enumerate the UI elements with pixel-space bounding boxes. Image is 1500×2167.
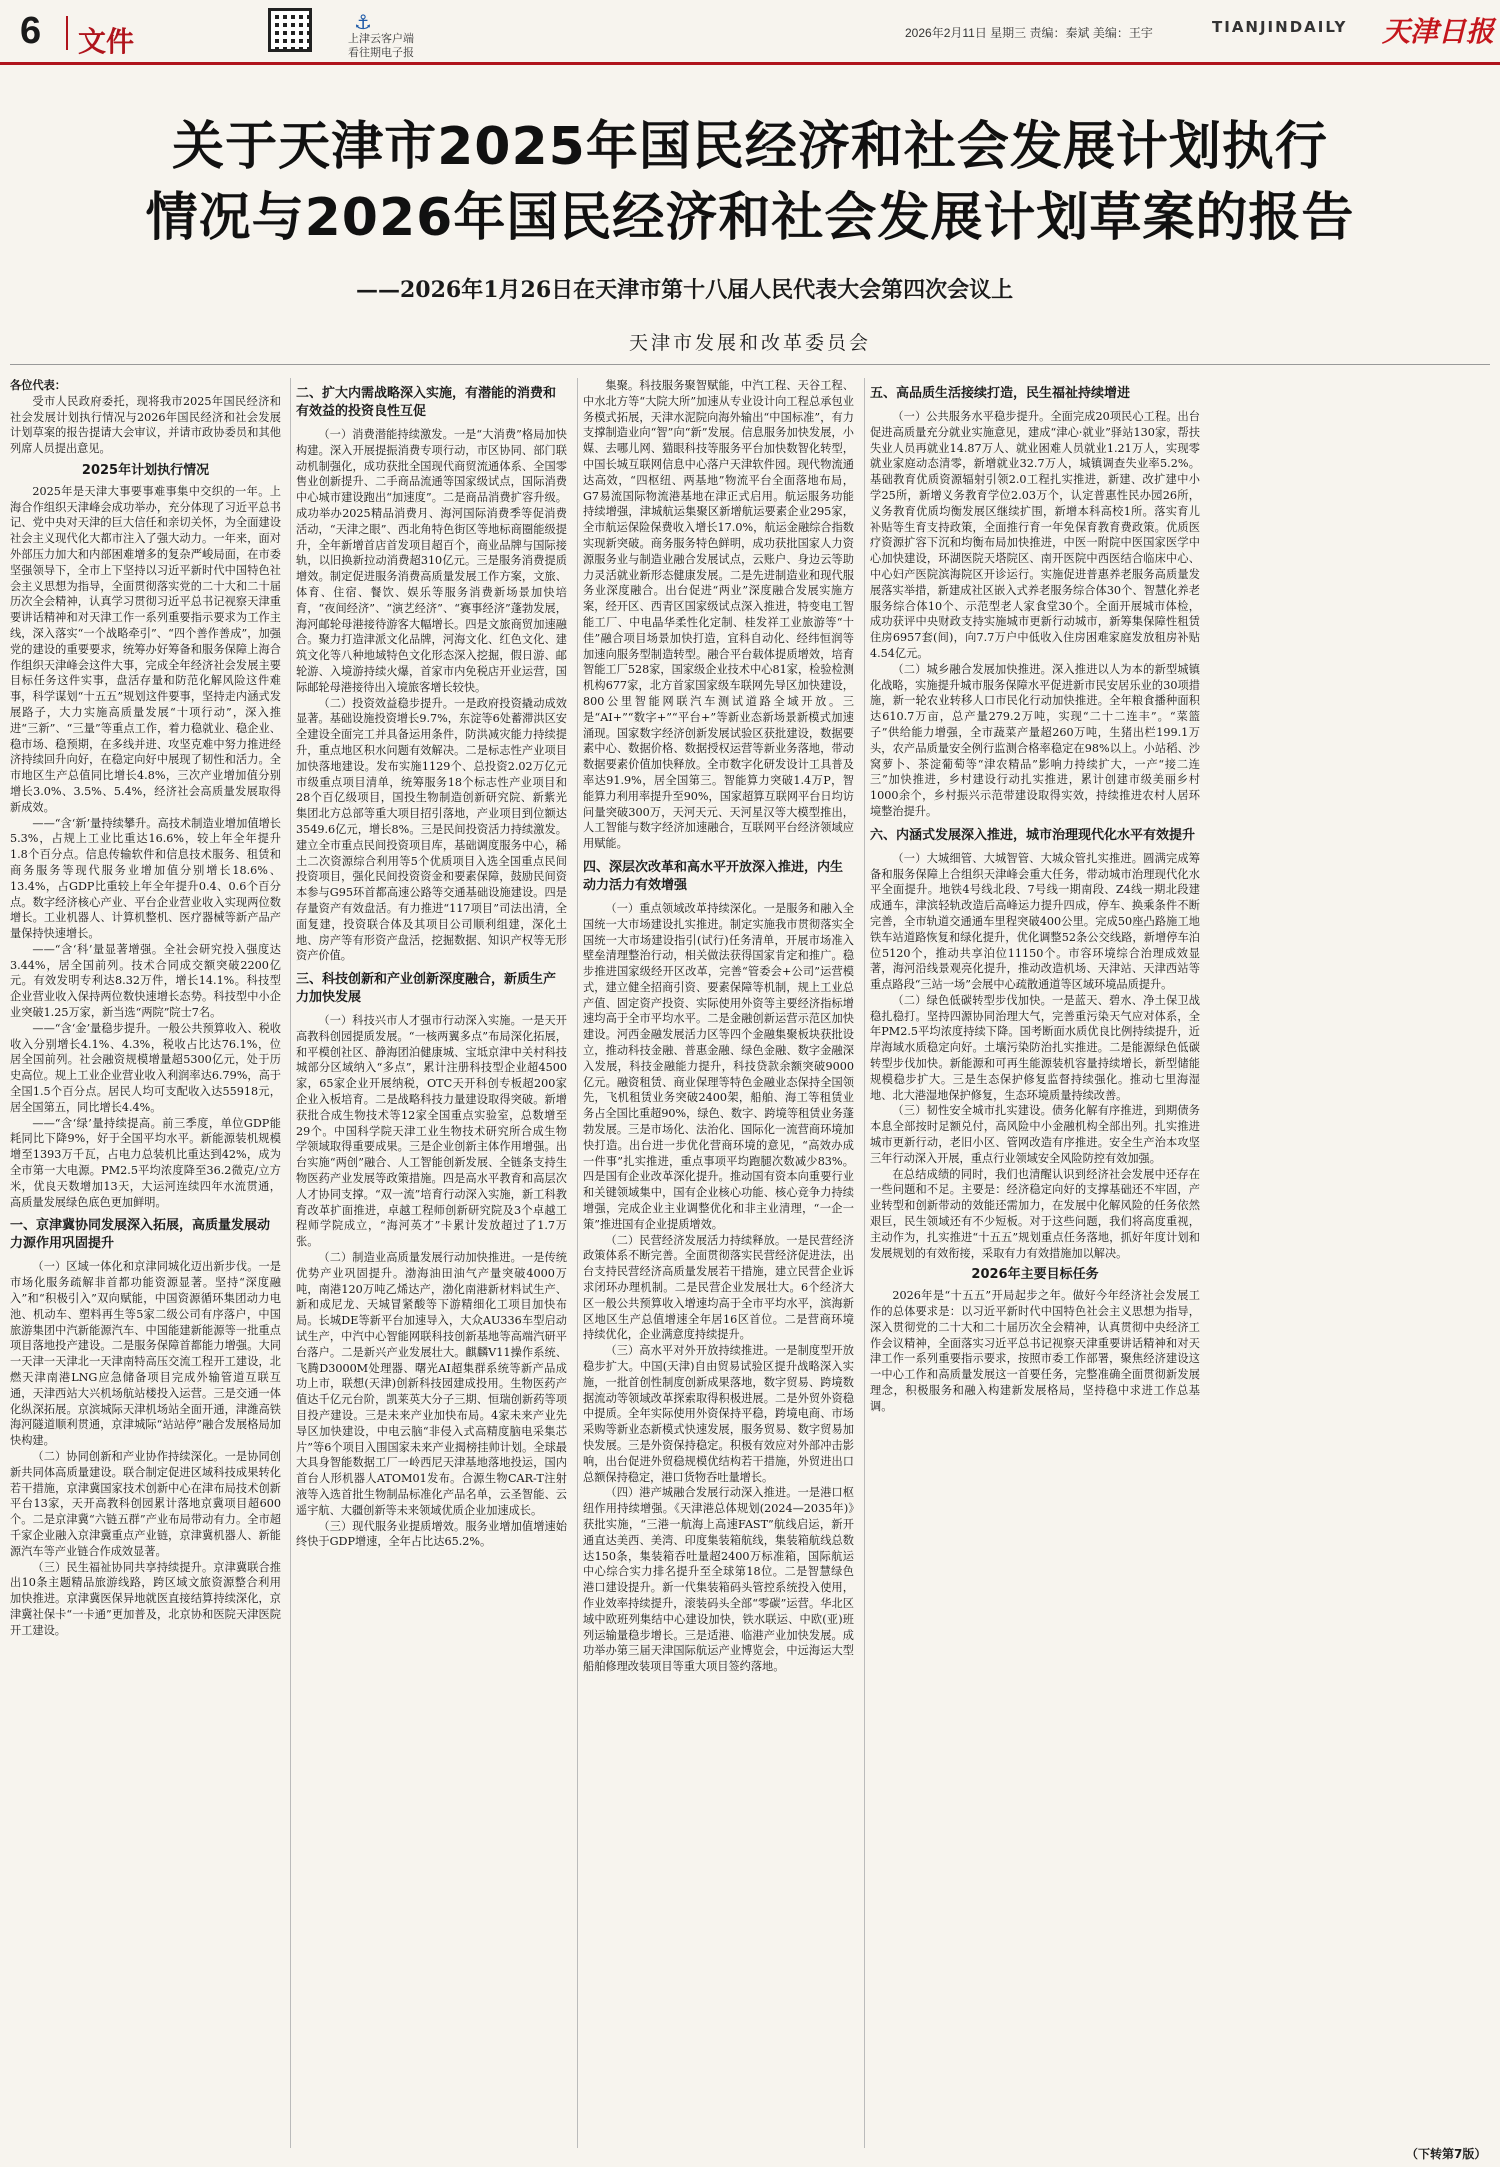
paragraph: （二）民营经济发展活力持续释放。一是民营经济政策体系不断完善。全面贯彻落实民营经济促进法，出台支持民营经济高质量发展若干措施，建立民营企业诉求闭环办理机制。二是民营企业发展壮大。6个经济大区一般公共预算收入增速均高于全市平均水平，滨海新区地区生产总值增速全年居16区首位。二是营商环境持续优化，企业满意度持续提升。 bbox=[583, 1233, 854, 1342]
brand-logo: 天津日报 bbox=[1382, 15, 1495, 48]
column-divider bbox=[290, 378, 291, 2148]
date-editor-info: 2026年2月11日 星期三 责编：秦斌 美编：王宇 bbox=[905, 26, 1153, 40]
paragraph: （二）绿色低碳转型步伐加快。一是蓝天、碧水、净土保卫战稳扎稳打。坚持四源协同治理大气，完善重污染天气应对体系，全年PM2.5平均浓度持续下降。国考断面水质优良比例持续提升，近岸海域水质稳定向好。土壤污染防治扎实推进。二是能源绿色低碳转型步伐加快。新能源和可再生能源装机容量持续增长，新型储能规模稳步扩大。三是生态保护修复监督持续强化。推动七里海湿地、北大港湿地保护修复，生态环境质量持续改善。 bbox=[870, 993, 1200, 1102]
paragraph: （一）科技兴市人才强市行动深入实施。一是天开高教科创园提质发展。“一核两翼多点”布局深化拓展，和平模创社区、静海团泊健康城、宝坻京津中关村科技城部分区域纳入“多点”，累计注册科技型企业超4500家，65家企业开展纳税，OTC天开科创专板超200家企业入板培育。二是战略科技力量建设取得突破。新增获批合成生物技术等12家全国重点实验室，总数增至29个。中国科学院天津工业生物技术研究所合成生物学领域取得重要成果。三是企业创新主体作用增强。出台实施“两创”融合、人工智能创新发展、全链条支持生物医药产业发展等政策措施。四是高水平教育和高层次人才协同支撑。“双一流”培育行动深入实施，新工科教育改革扩面推进，卓越工程师创新研究院及3个卓越工程师学院成立，“海河英才”卡累计发放超过了1.7万张。 bbox=[296, 1014, 567, 1249]
centered-heading: 2026年主要目标任务 bbox=[971, 1267, 1099, 1283]
section-heading: 一、京津冀协同发展深入拓展，高质量发展动力源作用巩固提升 bbox=[10, 1218, 271, 1252]
article-author: 天津市发展和改革委员会 bbox=[628, 332, 871, 354]
section-heading: 三、科技创新和产业创新深度融合，新质生产力加快发展 bbox=[296, 972, 557, 1006]
app-promo-line2: 看往期电子报 bbox=[348, 47, 414, 59]
section-divider bbox=[66, 16, 68, 50]
app-promo bbox=[348, 32, 414, 60]
paragraph: （一）公共服务水平稳步提升。全面完成20项民心工程。出台促进高质量充分就业实施意见，建成“津心·就业”驿站130家，帮扶失业人员再就业14.87万人、就业困难人员就业1.21万人，实现零就业家庭动态清零，新增就业32.7万人，城镇调查失业率5.2%。基础教育优质资源辐射引领2.0工程扎实推进，新建、改扩建中小学25所，新增义务教育学位2.03万个，认定普惠性民办园26所，义务教育优质均衡发展区继续扩围，新增本科高校1所。落实育儿补贴等生育支持政策，全面推行育一年免保育教育费政策。优质医疗资源扩容下沉和均衡布局加快推进，中医一附院中医国家医学中心加快建设，环湖医院天塔院区、南开医院中西医结合临床中心、中心妇产医院滨海院区开诊运行。实施促进普惠养老服务高质量发展落实举措，新建成社区嵌入式养老服务综合体30个、智慧化养老服务综合体10个、示范型老人家食堂30个。全面开展城市体检，成功获评中央财政支持实施城市更新行动城市，新筹集保障性租赁住房6957套(间)，向7.7万户中低收入住房困难家庭发放租房补贴4.54亿元。 bbox=[870, 410, 1200, 660]
text-column-2 bbox=[296, 378, 567, 2148]
article-title-line2: 情况与2026年国民经济和社会发展计划草案的报告 bbox=[145, 188, 1355, 248]
article-subtitle: ——2026年1月26日在天津市第十八届人民代表大会第四次会议上 bbox=[356, 277, 1014, 303]
centered-heading: 2025年计划执行情况 bbox=[81, 462, 210, 478]
paragraph: （二）制造业高质量发展行动加快推进。一是传统优势产业巩固提升。渤海油田油气产量突破4000万吨，南港120万吨乙烯达产，渤化南港新材料试生产、新和成尼龙、天城冒紧酸等下游精细化工项目加快布局。长城DE等新平台加速导入，大众AU336车型启动试生产，中汽中心智能网联科技创新基地等高端汽研平台落户。二是新兴产业发展壮大。麒麟V11操作系统、飞腾D3000M处理器、曙光AI超集群系统等新产品成功上市，联想(天津)创新科技园建成投用。生物医药产值达千亿元台阶，凯莱英大分子三期、恒瑞创新药等项目投产建设。三是未来产业加快布局。4家未来产业先导区加快建设，中电云脑“非侵入式高精度脑电采集芯片”等6个项目入围国家未来产业揭榜挂帅计划。全球最大具身智能数据工厂一岭西尼天津基地落地投运，国内首台人形机器人ATOM01发布。合源生物CAR-T注射液等入选首批生物制品标准化产品名单，云圣智能、云遥宇航、大疆创新等未来领域优质企业加速成长。 bbox=[296, 1251, 567, 1517]
text-column-4 bbox=[870, 378, 1200, 2148]
paragraph: ——“含‘绿’量持续提高。前三季度，单位GDP能耗同比下降9%，好于全国平均水平。新能源装机规模增至1393万千瓦，占电力总装机比重达到42%，成为全市第一大电源。PM2.5平均浓度降至36.2微克/立方米，优良天数增加13天，大运河连续四年水流贯通，高质量发展绿色底色更加鲜明。 bbox=[10, 1116, 281, 1209]
page-number: 6 bbox=[20, 10, 42, 52]
paragraph: （二）协同创新和产业协作持续深化。一是协同创新共同体高质量建设。联合制定促进区域科技成果转化若干措施，京津冀国家技术创新中心在津布局技术创新平台13家，天开高教科创园累计落地京冀项目超600个。二是京津冀“六链五群”产业布局带动有力。全市超千家企业融入京津冀重点产业链，京津冀机器人、新能源汽车等产业链合作成效显著。 bbox=[10, 1450, 281, 1558]
paragraph: ——“含‘新’量持续攀升。高技术制造业增加值增长5.3%，占规上工业比重达16.6%，较上年全年提升1.8个百分点。信息传输软件和信息技术服务、租赁和商务服务等现代服务业增加值分别增长18.6%、13.4%，占GDP比重较上年全年提升0.4、0.6个百分点。数字经济核心产业、平台企业营业收入实现两位数增长。工业机器人、计算机整机、医疗器械等新产品产量保持快速增长。 bbox=[10, 816, 281, 941]
paragraph: （三）高水平对外开放持续推进。一是制度型开放稳步扩大。中国(天津)自由贸易试验区提升战略深入实施，一批首创性制度创新成果落地，数字贸易、跨境数据流动等领域改革探索取得积极进展。二是外贸外资稳中提质。全年实际使用外资保持平稳，跨境电商、市场采购等新业态新模式快速发展，服务贸易、数字贸易加快发展。三是外资保持稳定。积极有效应对外部冲击影响，出台促进外贸稳规模优结构若干措施，外贸进出口总额保持稳定，港口货物吞吐量增长。 bbox=[583, 1344, 854, 1484]
paragraph: （三）韧性安全城市扎实建设。债务化解有序推进，到期债务本息全部按时足额兑付，高风险中小金融机构全部出列。扎实推进城市更新行动，老旧小区、管网改造有序推进。安全生产治本攻坚三年行动深入开展，重点行业领域安全风险防控有效加强。 bbox=[870, 1104, 1200, 1165]
brand-english: TIANJINDAILY bbox=[1212, 18, 1348, 36]
paragraph: （一）重点领域改革持续深化。一是服务和融入全国统一大市场建设扎实推进。制定实施我市贯彻落实全国统一大市场建设指引(试行)任务清单，开展市场准入壁垒清理整治行动，相关做法获得国家肯定和推广。稳步推进国家级经开区改革，完善“管委会+公司”运营模式，建立健全招商引资、要素保障等机制，规上工业总产值、固定资产投资、实际使用外资等主要经济指标增速均高于全市平均水平。二是金融创新运营示范区加快建设。河西金融发展活力区等四个金融集聚板块获批设立，推动科技金融、普惠金融、绿色金融、数字金融深入发展，科技金融能力提升，科技贷款余额突破9000亿元。融资租赁、商业保理等特色金融业态保持全国领先，飞机租赁业务突破2400架，船舶、海工等租赁业务占全国比重超90%，绿色、数字、跨境等租赁业务蓬勃发展。三是市场化、法治化、国际化一流营商环境加快打造。出台进一步优化营商环境的意见，“高效办成一件事”扎实推进，重点事项平均跑腿次数减少83%。四是国有企业改革深化提升。推动国有资本向重要行业和关键领域集中，国有企业核心功能、核心竞争力持续增强，完成企业主业调整优化和非主业清理，“一企一策”推进国有企业提质增效。 bbox=[583, 901, 854, 1231]
continued-note: （下转第7版） bbox=[1406, 2147, 1487, 2161]
salutation: 各位代表： bbox=[10, 378, 66, 392]
paragraph: ——“含‘金’量稳步提升。一般公共预算收入、税收收入分别增长4.1%、4.3%，税收占比达76.1%，位居全国前列。社会融资规模增量超5300亿元，处于历史高位。规上工业企业营业收入利润率达6.79%，高于全国1.5个百分点。居民人均可支配收入达55918元，居全国第五，同比增长4.4%。 bbox=[10, 1021, 281, 1114]
paragraph: （四）港产城融合发展行动深入推进。一是港口枢纽作用持续增强。《天津港总体规划(2024—2035年)》获批实施，“三港一航海上高速FAST”航线启运，新开通直达美西、美湾、印度集装箱航线，集装箱航线总数达150条，集装箱吞吐量超2400万标准箱，国际航运中心综合实力排名提升至全球第18位。二是智慧绿色港口建设提升。新一代集装箱码头管控系统投入使用，作业效率持续提升，滚装码头全部“零碳”运营。华北区域中欧班列集结中心建设加快，铁水联运、中欧(亚)班列运输量稳步增长。三是适港、临港产业加快发展。成功举办第三届天津国际航运产业博览会，中远海运大型船舶修理改装项目等重大项目签约落地。 bbox=[583, 1486, 854, 1674]
paragraph: （一）消费潜能持续激发。一是“大消费”格局加快构建。深入开展提振消费专项行动，市区协同、部门联动机制强化，成功获批全国现代商贸流通体系、全国零售业创新提升、二手商品流通等国家级试点，国际消费中心城市建设跑出“加速度”。二是商品消费扩容升级。成功举办2025精品消费月、海河国际消费季等促消费活动，“天津之眼”、西北角特色街区等地标商圈能级提升，全年新增首店首发项目超百个，商业品牌与国际接轨，以旧换新拉动消费超310亿元。三是服务消费提质增效。制定促进服务消费高质量发展工作方案，文旅、体育、住宿、餐饮、娱乐等服务消费新场景加快培育，“夜间经济”、“演艺经济”、“赛事经济”蓬勃发展，海河邮轮母港接待游客大幅增长。四是文旅商贸加速融合。聚力打造津派文化品牌，河海文化、红色文化、建筑文化等八种地域特色文化形态深入挖掘，假日游、邮轮游、入境游持续火爆，首家市内免税店开业运营，国际邮轮母港接待出入境旅客增长较快。 bbox=[296, 428, 567, 694]
section-heading: 六、内涵式发展深入推进，城市治理现代化水平有效提升 bbox=[870, 827, 1196, 843]
paragraph: （一）大城细管、大城智管、大城众管扎实推进。圆满完成筹备和服务保障上合组织天津峰会重大任务，带动城市治理现代化水平全面提升。地铁4号线北段、7号线一期南段、Z4线一期北段建成通车，津滨轻轨改造后高峰运力提升四成，停车、换乘条件不断完善，全市轨道交通通车里程突破400公里。完成50座凸路施工地铁车站道路恢复和绿化提升，优化调整52条公交线路，新增停车泊位5120个，推动共享泊位11150个。市容环境综合治理成效显著，海河沿线景观亮化提升，推动改造机场、天津站、天津西站等重点路段“三站一场”会展中心疏散通道等区域环境品质提升。 bbox=[870, 851, 1200, 992]
paragraph: （二）城乡融合发展加快推进。深入推进以人为本的新型城镇化战略，实施提升城市服务保障水平促进新市民安居乐业的30项措施，新一轮农业转移人口市民化行动加快推进。全年粮食播种面积达610.7万亩，总产量279.2万吨，实现“二十二连丰”。“菜篮子”供给能力增强，全市蔬菜产量超260万吨，生猪出栏199.1万头，农产品质量安全例行监测合格率稳定在98%以上。小站稻、沙窝萝卜、茶淀葡萄等“津农精品”影响力持续扩大，一产“接二连三”加快推进，乡村建设行动扎实推进，累计创建市级美丽乡村1000余个，乡村振兴示范带建设取得实效，持续推进农村人居环境整治提升。 bbox=[870, 662, 1200, 818]
paragraph: （三）现代服务业提质增效。服务业增加值增速始终快于GDP增速，全年占比达65.2%。 bbox=[296, 1519, 567, 1549]
column-divider bbox=[864, 378, 865, 2148]
app-logo-icon: ⚓ bbox=[354, 10, 372, 34]
paragraph: （三）民生福祉协同共享持续提升。京津冀联合推出10条主题精品旅游线路，跨区域文旅资源整合利用加快推进。京津冀医保异地就医直接结算持续深化，京津冀社保卡“一卡通”更加普及，北京协和医院天津医院开工建设。 bbox=[10, 1560, 281, 1637]
paragraph: 2026年是“十五五”开局起步之年。做好今年经济社会发展工作的总体要求是：以习近平新时代中国特色社会主义思想为指导，深入贯彻党的二十大和二十届历次全会精神，认真贯彻中央经济工作会议精神，全面落实习近平总书记视察天津重要讲话精神和对天津工作一系列重要指示要求，按照市委工作部署，聚焦经济建设这一中心工作和高质量发展这一首要任务，完整准确全面贯彻新发展理念，积极服务和融入构建新发展格局，坚持稳中求进工作总基调。 bbox=[870, 1289, 1200, 1413]
qr-code-icon bbox=[268, 8, 312, 52]
text-column-1 bbox=[10, 378, 281, 2148]
paragraph: （一）区域一体化和京津同城化迈出新步伐。一是市场化服务疏解非首都功能资源显著。坚持“深度融入”和“积极引入”双向赋能，中国资源循环集团动力电池、机动车、塑料再生等5家二级公司有序落户，中国旅游集团中汽新能源汽车、中国能建新能源等一批重点项目落地投产建设。二是服务保障首都能力增强。大同一天津一天津北一天津南特高压交流工程开工建设，北燃天津南港LNG应急储备项目完成外输管道互联互通，天津西站大兴机场航站楼投入运营。三是交通一体化纵深拓展。京滨城际天津机场站全面开通，津潍高铁海河隧道顺利贯通，京津城际“站站停”融合发展格局加快构建。 bbox=[10, 1260, 281, 1448]
page-header bbox=[0, 0, 1500, 65]
article-title-line1: 关于天津市2025年国民经济和社会发展计划执行 bbox=[172, 117, 1328, 177]
paragraph: 2025年是天津大事要事难事集中交织的一年。上海合作组织天津峰会成功举办，充分体现了习近平总书记、党中央对天津的巨大信任和亲切关怀，为全面建设社会主义现代化大都市注入了强大动力。一年来，面对外部压力加大和内部困难增多的复杂严峻局面，在市委坚强领导下，全市上下坚持以习近平新时代中国特色社会主义思想为指导，全面贯彻落实党的二十大和二十届历次全会精神，认真学习贯彻习近平总书记视察天津重要讲话精神和对天津工作一系列重要指示要求为工作主线，深入落实“一个战略牵引”、“四个善作善成”，加强党的建设的重要要求，统筹办好筹备和服务保障上海合作组织天津峰会这件大事，完成全年经济社会发展主要目标任务这件实事，盘活存量和防范化解风险这件难事，科学谋划“十五五”规划这件要事，坚持走内涵式发展路子，大力实施高质量发展“十项行动”，深入推进“三新”、“三量”等重点工作，着力稳就业、稳企业、稳市场、稳预期，在多线并进、攻坚克难中努力推进经济持续回升向好，在稳定向好中展现了韧性和活力。全市地区生产总值同比增长4.8%，三次产业增加值分别增长3.0%、3.5%、5.4%，经济社会高质量发展取得新成效。 bbox=[10, 484, 281, 814]
section-heading: 四、深层次改革和高水平开放深入推进，内生动力活力有效增强 bbox=[583, 859, 844, 893]
paragraph: ——“含‘科’量显著增强。全社会研究投入强度达3.44%，居全国前列。技术合同成交额突破2200亿元。有效发明专利达8.32万件，增长14.1%。科技型企业营业收入保持两位数快速增长态势。科技型中小企业突破1.25万家，新当选“两院”院士7名。 bbox=[10, 942, 281, 1020]
section-heading: 二、扩大内需战略深入实施，有潜能的消费和有效益的投资良性互促 bbox=[296, 386, 557, 419]
app-promo-line1: 上津云客户端 bbox=[348, 33, 414, 45]
paragraph: 在总结成绩的同时，我们也清醒认识到经济社会发展中还存在一些问题和不足。主要是：经济稳定向好的支撑基础还不牢固，产业转型和创新带动的效能还需加力，在发展中化解风险的任务依然艰巨，民生领域还有不少短板。对于这些问题，我们将高度重视，主动作为，扎实推进“十五五”规划重点任务落地，抓好年度计划和发展规划的有效衔接，采取有力有效措施加以解决。 bbox=[870, 1167, 1200, 1260]
text-column-3 bbox=[583, 378, 854, 2148]
column-divider bbox=[577, 378, 578, 2148]
section-label: 文件 bbox=[78, 26, 135, 57]
title-rule bbox=[10, 364, 1490, 365]
section-heading: 五、高品质生活接续打造，民生福祉持续增进 bbox=[870, 386, 1131, 401]
paragraph: 受市人民政府委托，现将我市2025年国民经济和社会发展计划执行情况与2026年国民经济和社会发展计划草案的报告提请大会审议，并请市政协委员和其他列席人员提出意见。 bbox=[10, 394, 281, 456]
paragraph: 集聚。科技服务聚智赋能，中汽工程、天谷工程、中水北方等“大院大所”加速从专业设计向工程总承包业务模式拓展，天津水泥院向海外输出“中国标准”，有力支撑制造业向“智”向“新”发展。信息服务加快发展，小媒、去哪儿网、猫眼科技等服务平台加快数智化转型，中国长城互联网信息中心落户天津软件园。现代物流通达高效，“四枢纽、两基地”物流平台全面落地布局，G7易流国际物流港基地在津正式启用。航运服务功能持续增强，津城航运集聚区新增航运要素企业295家，全市航运保险保费收入增长17.0%，航运金融综合指数实现新突破。商务服务特色鲜明，成功获批国家人力资源服务业与制造业融合发展试点，云账户、身边云等助力灵活就业新形态健康发展。二是先进制造业和现代服务业深度融合。出台促进“两业”深度融合发展实施方案，经开区、西青区国家级试点深入推进，特变电工智能工厂、中电晶华柔性化定制、桂发祥工业旅游等“十佳”融合项目场景加快打造，宜科自动化、经纬恒润等加速向服务型制造转型。融合平台载体提质增效，培育智能工厂528家，国家级企业技术中心81家，检验检测机构677家，北方首家国家级车联网先导区加快建设，800公里智能网联汽车测试道路全域开放。三是“AI+”“数字+”“平台+”等新业态新场景新模式加速涌现。国家数字经济创新发展试验区获批建设，数据要素中心、数据价格、数据授权运营等新业务落地，带动数据要素价值加快释放。全市数字化研发设计工具普及率达91.9%，居全国第三。智能算力突破1.4万P，智能算力利用率提升至90%，国家超算互联网平台日均访问量突破300万，天河天元、天河星汉等大模型推出，人工智能与数字经济加速融合，互联网平台经济领域应用赋能。 bbox=[583, 379, 854, 851]
paragraph: （二）投资效益稳步提升。一是政府投资撬动成效显著。基础设施投资增长9.7%，东淀等6处蓄滞洪区安全建设全面完工并具备运用条件，防洪减灾能力持续提升，重点地区积水问题有效解决。二是标志性产业项目加快落地建设。发布实施1129个、总投资2.02万亿元市级重点项目清单，统筹服务18个标志性产业项目和28个百亿级项目，国投生物制造创新研究院、新紫光集团北方总部等重大项目招引落地，产业项目到位额达3549.6亿元，增长8%。三是民间投资活力持续激发。建立全市重点民间投资项目库，基础调度服务中心，稀土二次资源综合利用等5个优质项目入选全国重点民间投资项目，强化民间投资资金和要素保障，鼓励民间资本参与G95环首都高速公路等交通基础设施建设。四是存量资产有效盘活。有力推进“117项目”司法出清，全面复建，投资联合体及其项目公司顺利组建，深化土地、房产等有形资产盘活，挖掘数据、知识产权等无形资产价值。 bbox=[296, 696, 567, 963]
